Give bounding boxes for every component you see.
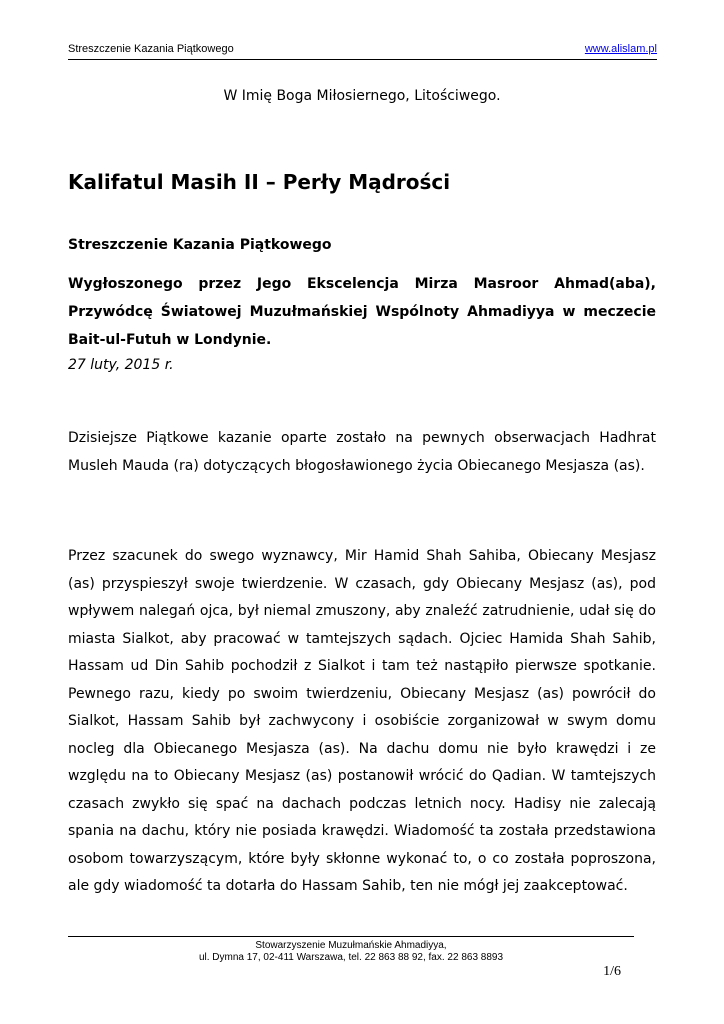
header-title: Streszczenie Kazania Piątkowego bbox=[68, 43, 234, 55]
paragraph: Dzisiejsze Piątkowe kazanie oparte zostało na pewnych obserwacjach Hadhrat Musleh Mauda (ra) dotyczących błogosławionego życia Obiecanego Mesjasza (as). bbox=[68, 430, 656, 474]
delivered-by: Wygłoszonego przez Jego Ekscelencja Mirza Masroor Ahmad(aba), Przywódcę Światowej Muzułmańskiej Wspólnoty Ahmadiyya w meczecie Bait-ul-Futuh w Londynie. bbox=[68, 276, 656, 348]
page-number: 1/6 bbox=[603, 964, 621, 979]
invocation: W Imię Boga Miłosiernego, Litościwego. bbox=[223, 88, 501, 104]
page-footer bbox=[68, 940, 634, 964]
document-subtitle: Streszczenie Kazania Piątkowego bbox=[68, 237, 332, 253]
footer-organization: Stowarzyszenie Muzułmańskie Ahmadiyya, bbox=[255, 940, 447, 951]
footer-address: ul. Dymna 17, 02-411 Warszawa, tel. 22 863 88 92, fax. 22 863 8893 bbox=[198, 952, 504, 963]
paragraph: Przez szacunek do swego wyznawcy, Mir Hamid Shah Sahiba, Obiecany Mesjasz (as) przyspieszył swoje twierdzenie. W czasach, gdy Obiecany Mesjasz (as), pod wpływem nalegań ojca, był niemal zmuszony, aby znaleźć zatrudnienie, udał się do miasta Sialkot, aby pracować w tamtejszych sądach. Ojciec Hamida Shah Sahib, Hassam ud Din Sahib pochodził z Sialkot i tam też nastąpiło pierwsze spotkanie. Pewnego razu, kiedy po swoim twierdzeniu, Obiecany Mesjasz (as) powrócił do Sialkot, Hassam Sahib był zachwycony i osobiście zorganizował w swym domu nocleg dla Obiecanego Mesjasza (as). Na dachu domu nie było krawędzi i ze względu na to Obiecany Mesjasz (as) postanowił wrócić do Qadian. W tamtejszych czasach zwykło się spać na dachach podczas letnich nocy. Hadisy nie zalecają spania na dachu, który nie posiada krawędzi. Wiadomość ta została przedstawiona osobom towarzyszącym, które były skłonne wykonać to, o co została poproszona, ale gdy wiadomość ta dotarła do Hassam Sahib, ten nie mógł jej zaakceptować. bbox=[68, 548, 656, 894]
footer-divider bbox=[68, 936, 634, 937]
page-header bbox=[68, 42, 657, 60]
document-title: Kalifatul Masih II – Perły Mądrości bbox=[68, 170, 451, 194]
sermon-date: 27 luty, 2015 r. bbox=[68, 357, 174, 373]
website-link[interactable]: www.alislam.pl bbox=[584, 43, 657, 55]
